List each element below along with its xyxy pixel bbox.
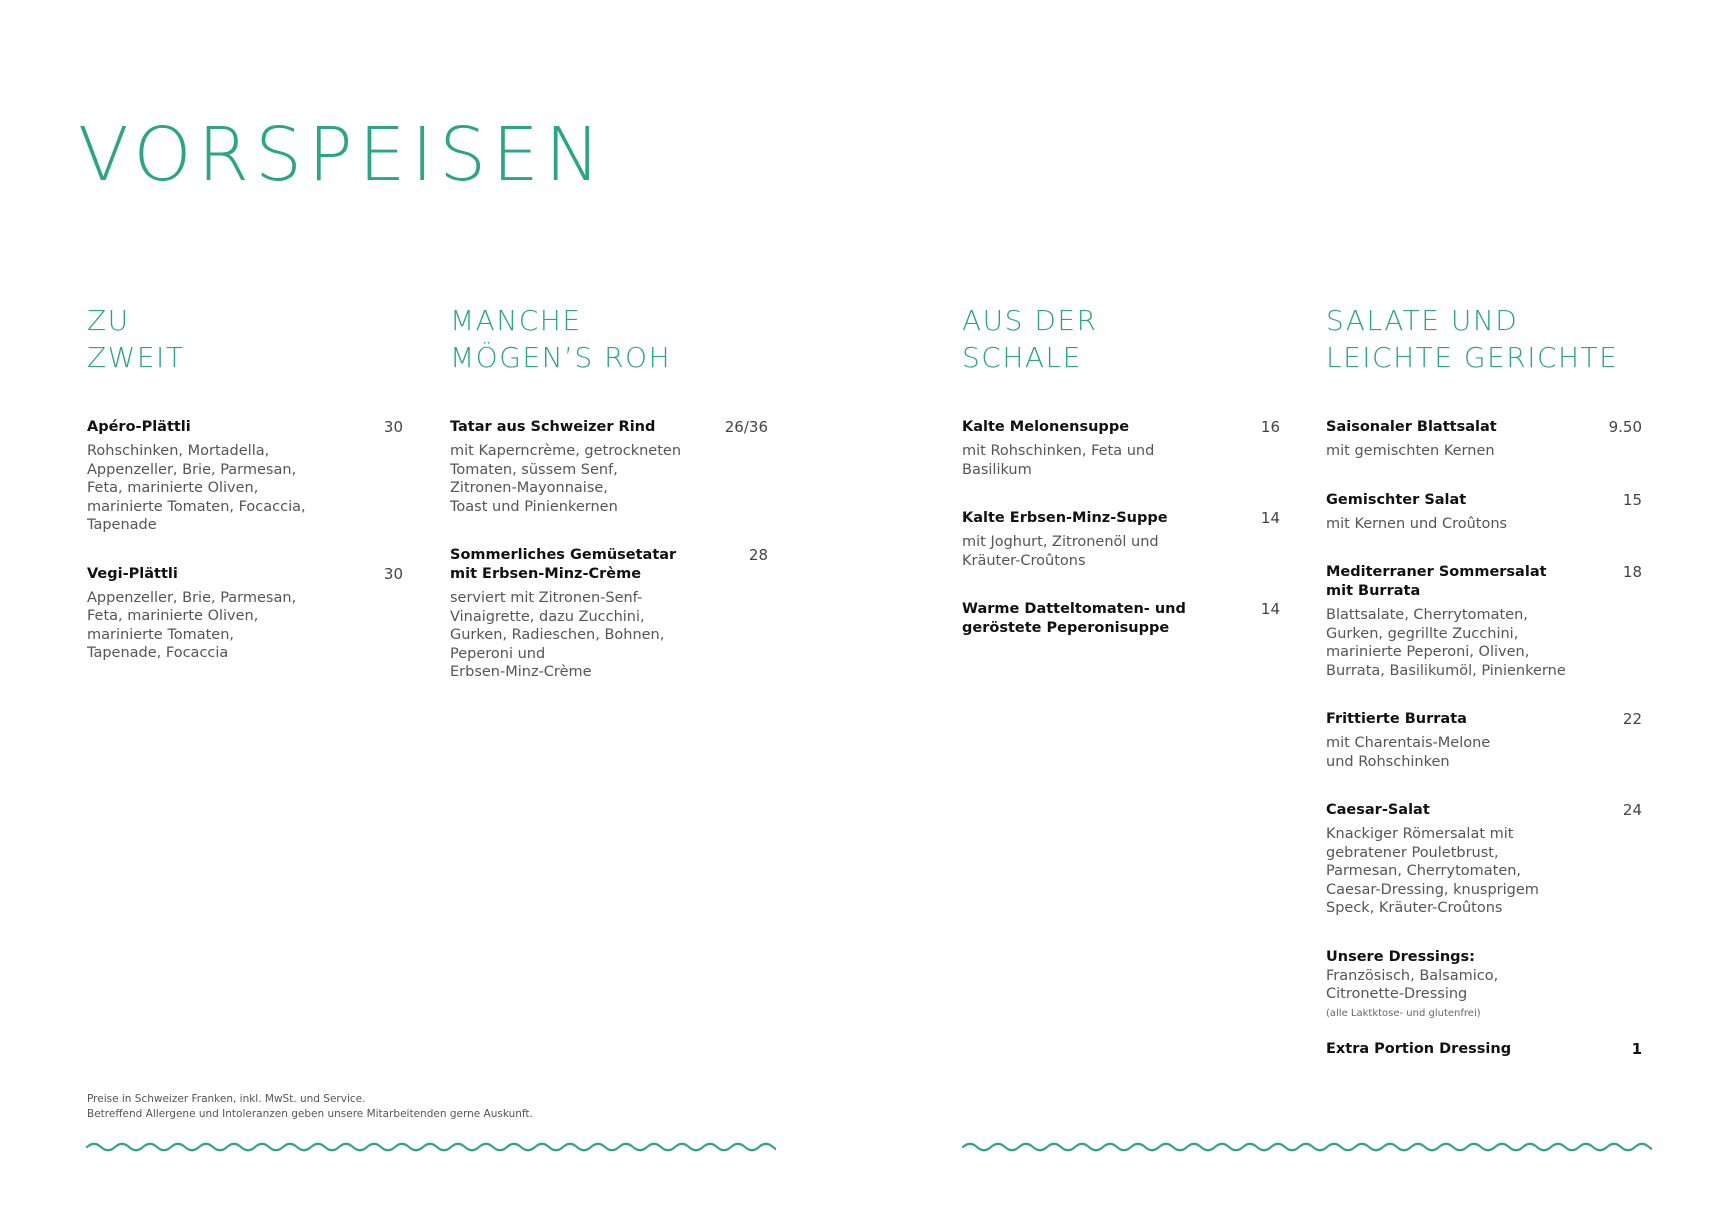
- item-price: 30: [383, 418, 403, 436]
- menu-item: [962, 600, 1280, 638]
- item-price: 30: [383, 564, 403, 583]
- wave-line: [87, 1144, 776, 1150]
- item-price: 22: [1622, 710, 1642, 728]
- extra-dressing-row: [1326, 1040, 1642, 1059]
- item-price: 1: [1631, 1039, 1642, 1058]
- item-price: 15: [1622, 490, 1642, 509]
- item-description: Rohschinken, Mortadella, Appenzeller, Brie, Parmesan, Feta, marinierte Oliven, marinierte Tomaten, Focaccia, Tapenade: [87, 443, 306, 533]
- menu-item: [1326, 491, 1642, 534]
- item-name: Saisonaler Blattsalat: [1326, 419, 1497, 435]
- item-name: Mediterraner Sommersalat mit Burrata: [1326, 564, 1547, 599]
- dressings-note: (alle Laktktose- und glutenfrei): [1326, 1007, 1481, 1019]
- item-name: Apéro-Plättli: [87, 419, 191, 435]
- wave-line: [963, 1144, 1652, 1150]
- item-description: mit Kernen und Croûtons: [1326, 515, 1508, 532]
- wave-divider-left: [86, 1140, 776, 1154]
- item-description: Appenzeller, Brie, Parmesan, Feta, marinierte Oliven, marinierte Tomaten, Tapenade, Focaccia: [87, 589, 297, 661]
- item-price: 14: [1260, 509, 1280, 527]
- menu-item: [87, 565, 403, 663]
- section-manche-moegens-roh: [450, 302, 768, 712]
- menu-item: [450, 546, 768, 682]
- item-name: Frittierte Burrata: [1326, 711, 1467, 727]
- menu-item: [962, 509, 1280, 570]
- dressings-title: Unsere Dressings:: [1326, 948, 1475, 965]
- item-description: Knackiger Römersalat mit gebratener Pouletbrust, Parmesan, Cherrytomaten, Caesar-Dressing, knusprigem Speck, Kräuter-Croûtons: [1326, 826, 1539, 916]
- menu-item: [1326, 710, 1642, 771]
- item-description: mit Rohschinken, Feta und Basilikum: [962, 443, 1155, 478]
- section-zu-zweit: [87, 302, 403, 693]
- section-title: AUS DER SCHALE: [962, 304, 1098, 374]
- dressings-block: [1326, 948, 1642, 1022]
- footnote-line: Betreffend Allergene und Intoleranzen geben unsere Mitarbeitenden gerne Auskunft.: [87, 1108, 533, 1120]
- item-description: mit Joghurt, Zitronenöl und Kräuter-Croûtons: [962, 534, 1159, 569]
- menu-item: [1326, 418, 1642, 461]
- item-name: Kalte Melonensuppe: [962, 419, 1130, 435]
- item-price: 16: [1260, 418, 1280, 436]
- page-title: VORSPEISEN: [78, 112, 607, 198]
- item-name: Vegi-Plättli: [87, 565, 178, 582]
- item-price: 18: [1622, 563, 1642, 581]
- item-description: mit Charentais-Melone und Rohschinken: [1326, 735, 1491, 770]
- footnote-line: Preise in Schweizer Franken, inkl. MwSt. und Service.: [87, 1093, 366, 1105]
- menu-item: [1326, 563, 1642, 680]
- item-description: mit Kaperncrème, getrockneten Tomaten, süssem Senf, Zitronen-Mayonnaise, Toast und Pinienkernen: [450, 443, 682, 515]
- section-title: SALATE UND LEICHTE GERICHTE: [1326, 304, 1619, 374]
- section-title: MANCHE MÖGEN’S ROH: [450, 304, 672, 374]
- menu-item: [962, 418, 1280, 479]
- item-name: Kalte Erbsen-Minz-Suppe: [962, 510, 1168, 526]
- section-aus-der-schale: [962, 302, 1280, 668]
- item-price: 9.50: [1608, 418, 1642, 436]
- section-title: ZU ZWEIT: [87, 304, 185, 374]
- item-name: Warme Datteltomaten- und geröstete Peperonisuppe: [962, 601, 1186, 636]
- wave-divider-right: [962, 1140, 1652, 1154]
- section-salate-und-leichte-gerichte: [1326, 302, 1642, 1059]
- item-name: Sommerliches Gemüsetatar mit Erbsen-Minz-Crème: [450, 547, 677, 582]
- item-name: Caesar-Salat: [1326, 802, 1430, 818]
- item-name: Tatar aus Schweizer Rind: [450, 419, 656, 435]
- menu-item: [450, 418, 768, 516]
- menu-item: [87, 418, 403, 535]
- item-description: mit gemischten Kernen: [1326, 443, 1495, 459]
- item-price: 26/36: [724, 418, 768, 436]
- item-price: 24: [1622, 801, 1642, 819]
- item-price: 28: [748, 546, 768, 564]
- footnote: [87, 1092, 707, 1122]
- item-description: Blattsalate, Cherrytomaten, Gurken, gegrillte Zucchini, marinierte Peperoni, Oliven, Burrata, Basilikumöl, Pinienkerne: [1326, 607, 1566, 679]
- item-price: 14: [1260, 600, 1280, 618]
- dressings-list: Französisch, Balsamico, Citronette-Dressing: [1326, 967, 1499, 1002]
- item-name: Extra Portion Dressing: [1326, 1040, 1512, 1057]
- item-description: serviert mit Zitronen-Senf- Vinaigrette, dazu Zucchini, Gurken, Radieschen, Bohnen, Peperoni und Erbsen-Minz-Crème: [450, 590, 665, 680]
- menu-item: [1326, 801, 1642, 918]
- item-name: Gemischter Salat: [1326, 491, 1467, 508]
